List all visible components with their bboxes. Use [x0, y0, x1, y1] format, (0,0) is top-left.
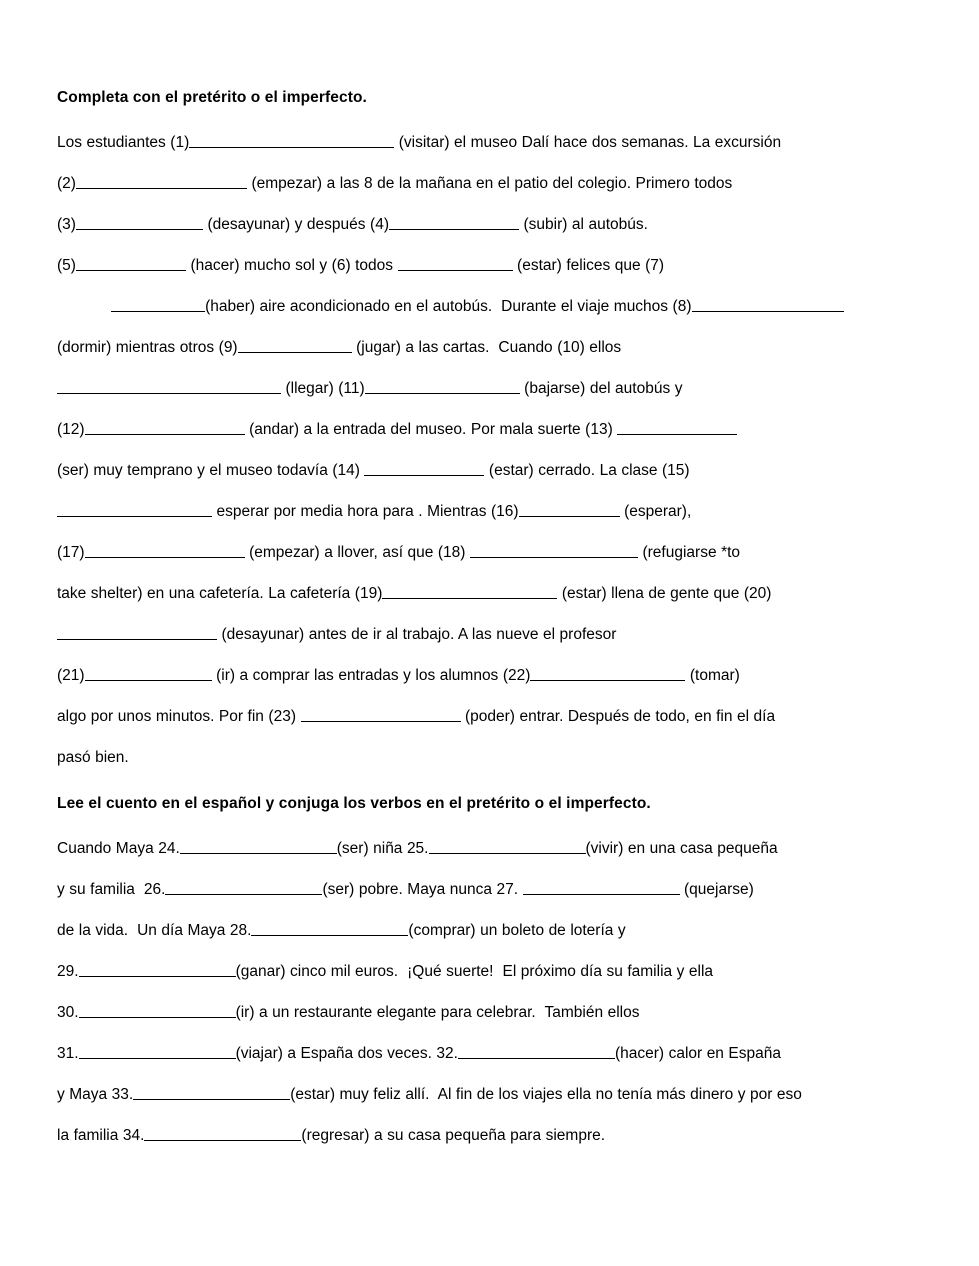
- worksheet-line: [57, 380, 922, 397]
- line-text: (ser) muy temprano y el museo todavía (14): [57, 462, 365, 479]
- worksheet-line: [57, 1086, 922, 1103]
- line-text: (21): [57, 667, 85, 684]
- answer-blank[interactable]: [76, 216, 203, 230]
- worksheet-line: [57, 1004, 922, 1021]
- worksheet-body: [57, 88, 922, 1144]
- line-text: (dormir) mientras otros (9): [57, 339, 238, 356]
- section-2-lines: [57, 840, 922, 1144]
- worksheet-line: [57, 1045, 922, 1062]
- line-text: y Maya 33.: [57, 1086, 134, 1103]
- line-text: Los estudiantes (1): [57, 134, 190, 151]
- answer-blank[interactable]: [85, 667, 212, 681]
- worksheet-line: [57, 881, 922, 898]
- answer-blank[interactable]: [144, 1127, 301, 1141]
- worksheet-line: [57, 339, 922, 356]
- line-text: (comprar) un boleto de lotería y: [408, 922, 626, 939]
- answer-blank[interactable]: [365, 380, 520, 394]
- line-text: algo por unos minutos. Por fin (23): [57, 708, 301, 725]
- line-text: (ganar) cinco mil euros. ¡Qué suerte! El próximo día su familia y ella: [235, 963, 714, 980]
- answer-blank[interactable]: [57, 626, 217, 640]
- line-text: (5): [57, 257, 76, 274]
- answer-blank[interactable]: [85, 421, 245, 435]
- answer-blank[interactable]: [519, 503, 620, 517]
- line-text: (empezar) a llover, así que (18): [244, 544, 470, 561]
- answer-blank[interactable]: [382, 585, 557, 599]
- worksheet-line: [57, 134, 922, 151]
- answer-blank[interactable]: [180, 840, 337, 854]
- line-text: 31.: [57, 1045, 79, 1062]
- answer-blank[interactable]: [251, 922, 408, 936]
- line-text: la familia 34.: [57, 1127, 145, 1144]
- line-text: (haber) aire acondicionado en el autobús. Durante el viaje muchos (8): [205, 298, 692, 315]
- worksheet-line: [57, 462, 922, 479]
- worksheet-line: [57, 544, 922, 561]
- worksheet-line: [57, 257, 922, 274]
- line-text: take shelter) en una cafetería. La cafetería (19): [57, 585, 383, 602]
- line-text: (vivir) en una casa pequeña: [585, 840, 778, 857]
- answer-blank[interactable]: [238, 339, 352, 353]
- line-text: (tomar): [685, 667, 740, 684]
- answer-blank[interactable]: [429, 840, 586, 854]
- line-text: (ir) a comprar las entradas y los alumnos (22): [211, 667, 531, 684]
- line-text: (desayunar) y después (4): [202, 216, 389, 233]
- worksheet-line: [57, 749, 922, 766]
- line-text: de la vida. Un día Maya 28.: [57, 922, 252, 939]
- line-text: 29.: [57, 963, 79, 980]
- line-text: (17): [57, 544, 85, 561]
- line-text: (ir) a un restaurante elegante para celebrar. También ellos: [235, 1004, 640, 1021]
- answer-blank[interactable]: [79, 1004, 236, 1018]
- worksheet-line: [57, 216, 922, 233]
- line-text: y su familia 26.: [57, 881, 166, 898]
- answer-blank[interactable]: [133, 1086, 290, 1100]
- worksheet-line: [57, 963, 922, 980]
- worksheet-line: [57, 667, 922, 684]
- line-text: (estar) muy feliz allí. Al fin de los viajes ella no tenía más dinero y por eso: [290, 1086, 802, 1103]
- line-text: (poder) entrar. Después de todo, en fin el día: [460, 708, 776, 725]
- line-text: (3): [57, 216, 76, 233]
- answer-blank[interactable]: [692, 298, 844, 312]
- line-text: (ser) niña 25.: [336, 840, 429, 857]
- answer-blank[interactable]: [57, 503, 212, 517]
- answer-blank[interactable]: [76, 257, 186, 271]
- line-text: (visitar) el museo Dalí hace dos semanas. La excursión: [394, 134, 782, 151]
- line-text: (empezar) a las 8 de la mañana en el patio del colegio. Primero todos: [246, 175, 733, 192]
- line-text: (llegar) (11): [281, 380, 365, 397]
- worksheet-line: [57, 175, 922, 192]
- answer-blank[interactable]: [458, 1045, 615, 1059]
- line-text: (estar) llena de gente que (20): [557, 585, 772, 602]
- line-text: (desayunar) antes de ir al trabajo. A las nueve el profesor: [217, 626, 617, 643]
- worksheet-line: [57, 840, 922, 857]
- worksheet-line: [57, 708, 922, 725]
- worksheet-line: [57, 503, 922, 520]
- answer-blank[interactable]: [76, 175, 247, 189]
- line-text: (estar) felices que (7): [512, 257, 665, 274]
- line-text: (hacer) calor en España: [614, 1045, 782, 1062]
- answer-blank[interactable]: [111, 298, 205, 312]
- answer-blank[interactable]: [470, 544, 638, 558]
- answer-blank[interactable]: [79, 963, 236, 977]
- line-text: (jugar) a las cartas. Cuando (10) ellos: [351, 339, 622, 356]
- answer-blank[interactable]: [57, 380, 281, 394]
- line-text: esperar por media hora para . Mientras (16): [212, 503, 519, 520]
- line-text: (refugiarse *to: [637, 544, 741, 561]
- answer-blank[interactable]: [364, 462, 484, 476]
- line-text: (estar) cerrado. La clase (15): [484, 462, 690, 479]
- answer-blank[interactable]: [301, 708, 461, 722]
- worksheet-line: [57, 922, 922, 939]
- worksheet-line: [57, 626, 922, 643]
- answer-blank[interactable]: [85, 544, 245, 558]
- line-text: (quejarse): [679, 881, 754, 898]
- answer-blank[interactable]: [389, 216, 519, 230]
- worksheet-line: [57, 421, 922, 438]
- line-text: Cuando Maya 24.: [57, 840, 180, 857]
- line-text: (2): [57, 175, 76, 192]
- line-text: (12): [57, 421, 85, 438]
- line-text: (viajar) a España dos veces. 32.: [235, 1045, 458, 1062]
- line-text: (ser) pobre. Maya nunca 27.: [322, 881, 523, 898]
- answer-blank[interactable]: [189, 134, 394, 148]
- section-2-heading: Lee el cuento en el español y conjuga los verbos en el pretérito o el imperfecto.: [57, 795, 651, 812]
- worksheet-line: [57, 298, 922, 315]
- answer-blank[interactable]: [165, 881, 322, 895]
- line-text: (esperar),: [619, 503, 692, 520]
- answer-blank[interactable]: [79, 1045, 236, 1059]
- answer-blank[interactable]: [398, 257, 513, 271]
- line-text: [57, 298, 111, 315]
- line-text: (regresar) a su casa pequeña para siempre.: [301, 1127, 606, 1144]
- line-text: (andar) a la entrada del museo. Por mala suerte (13): [244, 421, 618, 438]
- worksheet-line: [57, 1127, 922, 1144]
- line-text: 30.: [57, 1004, 79, 1021]
- section-1-heading: Completa con el pretérito o el imperfecto.: [57, 89, 367, 106]
- line-text: (bajarse) del autobús y: [519, 380, 683, 397]
- line-text: (hacer) mucho sol y (6) todos: [185, 257, 398, 274]
- answer-blank[interactable]: [523, 881, 680, 895]
- worksheet-line: [57, 585, 922, 602]
- answer-blank[interactable]: [617, 421, 737, 435]
- section-1-lines: [57, 134, 922, 766]
- line-text: pasó bien.: [57, 749, 129, 766]
- answer-blank[interactable]: [530, 667, 685, 681]
- line-text: (subir) al autobús.: [518, 216, 648, 233]
